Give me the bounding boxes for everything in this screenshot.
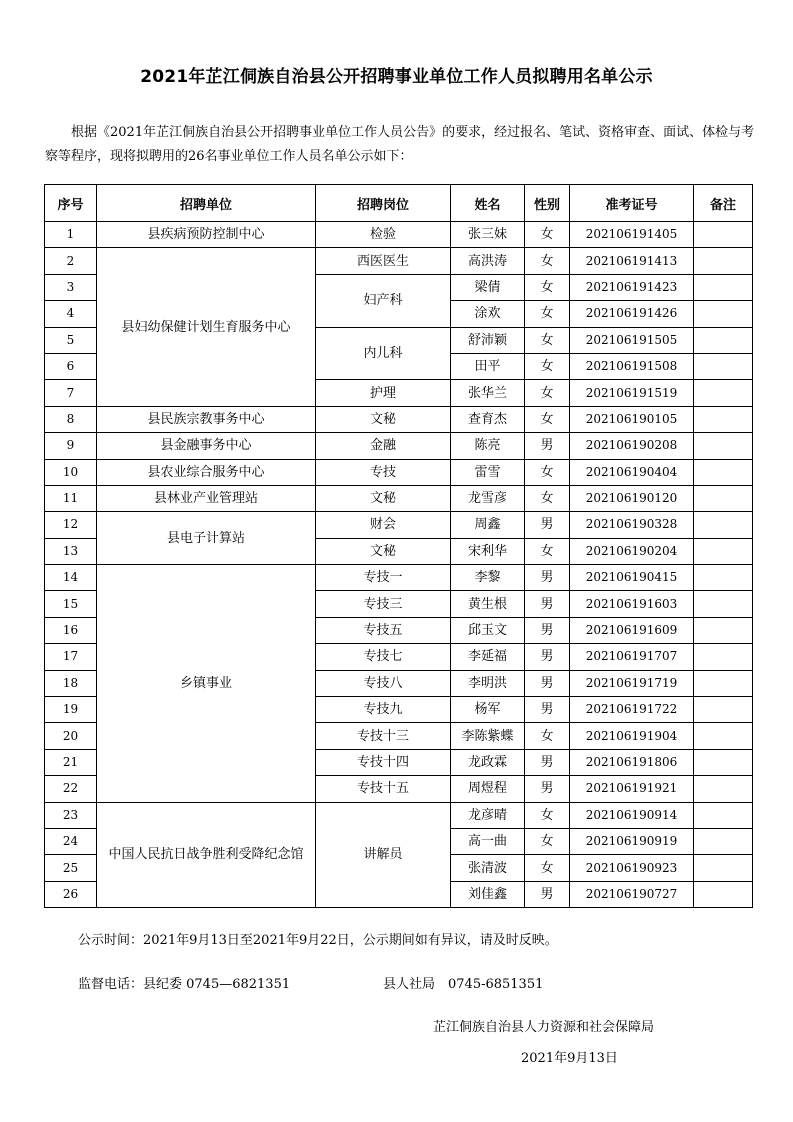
row-unit: 县疾病预防控制中心 [97, 222, 316, 248]
row-name: 宋利华 [451, 538, 525, 564]
issuing-authority: 芷江侗族自治县人力资源和社会保障局 [433, 1020, 655, 1035]
row-no: 3 [45, 274, 97, 300]
row-exam-id: 202106191413 [570, 248, 694, 274]
header-name: 姓名 [451, 185, 525, 222]
row-note [694, 380, 753, 406]
row-note [694, 591, 753, 617]
row-exam-id: 202106190105 [570, 406, 694, 432]
row-name: 李陈紫蝶 [451, 723, 525, 749]
row-exam-id: 202106190204 [570, 538, 694, 564]
row-post: 金融 [316, 433, 451, 459]
row-note [694, 855, 753, 881]
row-name: 黄生根 [451, 591, 525, 617]
row-no: 10 [45, 459, 97, 485]
row-no: 14 [45, 565, 97, 591]
row-name: 陈亮 [451, 433, 525, 459]
row-name: 涂欢 [451, 301, 525, 327]
header-exam-id: 准考证号 [570, 185, 694, 222]
intro-paragraph: 根据《2021年芷江侗族自治县公开招聘事业单位工作人员公告》的要求，经过报名、笔试、资格审查、面试、体检与考察等程序，现将拟聘用的26名事业单位工作人员名单公示如下： [45, 125, 755, 164]
row-name: 周鑫 [451, 512, 525, 538]
row-note [694, 406, 753, 432]
row-unit: 县农业综合服务中心 [97, 459, 316, 485]
row-post: 专技一 [316, 565, 451, 591]
row-post: 西医医生 [316, 248, 451, 274]
row-no: 15 [45, 591, 97, 617]
row-gender: 女 [525, 301, 570, 327]
row-note [694, 617, 753, 643]
row-post: 护理 [316, 380, 451, 406]
row-exam-id: 202106190923 [570, 855, 694, 881]
row-gender: 女 [525, 353, 570, 379]
row-post: 专技十五 [316, 776, 451, 802]
supervision-phone-hr: 县人社局 0745-6851351 [383, 977, 544, 992]
row-exam-id: 202106191426 [570, 301, 694, 327]
table-row [45, 512, 753, 538]
row-name: 邱玉文 [451, 617, 525, 643]
row-unit: 县林业产业管理站 [97, 485, 316, 511]
row-unit: 县电子计算站 [97, 512, 316, 565]
row-unit: 县金融事务中心 [97, 433, 316, 459]
row-exam-id: 202106191609 [570, 617, 694, 643]
row-note [694, 697, 753, 723]
row-exam-id: 202106190120 [570, 485, 694, 511]
header-unit: 招聘单位 [97, 185, 316, 222]
row-no: 16 [45, 617, 97, 643]
row-name: 梁倩 [451, 274, 525, 300]
row-note [694, 353, 753, 379]
row-gender: 女 [525, 828, 570, 854]
row-post: 专技五 [316, 617, 451, 643]
row-exam-id: 202106191519 [570, 380, 694, 406]
row-name: 田平 [451, 353, 525, 379]
row-note [694, 248, 753, 274]
row-note [694, 881, 753, 907]
row-exam-id: 202106191423 [570, 274, 694, 300]
row-exam-id: 202106191719 [570, 670, 694, 696]
row-name: 李延福 [451, 644, 525, 670]
row-exam-id: 202106190914 [570, 802, 694, 828]
row-no: 7 [45, 380, 97, 406]
row-exam-id: 202106191508 [570, 353, 694, 379]
row-name: 龙彦晴 [451, 802, 525, 828]
row-name: 李黎 [451, 565, 525, 591]
row-name: 周煜程 [451, 776, 525, 802]
row-no: 6 [45, 353, 97, 379]
row-gender: 男 [525, 617, 570, 643]
row-note [694, 274, 753, 300]
row-note [694, 644, 753, 670]
supervision-phone-discipline: 监督电话：县纪委 0745—6821351 [78, 977, 291, 992]
row-post: 讲解员 [316, 802, 451, 908]
row-gender: 男 [525, 512, 570, 538]
row-name: 雷雪 [451, 459, 525, 485]
row-unit: 县妇幼保健计划生育服务中心 [97, 248, 316, 406]
row-name: 张清波 [451, 855, 525, 881]
row-exam-id: 202106190919 [570, 828, 694, 854]
row-gender: 女 [525, 380, 570, 406]
row-exam-id: 202106190328 [570, 512, 694, 538]
table-row [45, 406, 753, 432]
row-note [694, 222, 753, 248]
row-no: 5 [45, 327, 97, 353]
row-no: 13 [45, 538, 97, 564]
row-post: 专技八 [316, 670, 451, 696]
row-exam-id: 202106191904 [570, 723, 694, 749]
row-note [694, 749, 753, 775]
table-row [45, 565, 753, 591]
hiring-roster-table [44, 184, 753, 908]
row-note [694, 670, 753, 696]
row-no: 21 [45, 749, 97, 775]
table-header-row [45, 185, 753, 222]
row-no: 23 [45, 802, 97, 828]
row-name: 查育杰 [451, 406, 525, 432]
row-name: 龙雪彦 [451, 485, 525, 511]
row-name: 杨军 [451, 697, 525, 723]
row-note [694, 301, 753, 327]
publicity-period-notice: 公示时间：2021年9月13日至2021年9月22日，公示期间如有异议，请及时反映。 [78, 933, 558, 948]
row-post: 检验 [316, 222, 451, 248]
row-name: 张三妹 [451, 222, 525, 248]
row-no: 26 [45, 881, 97, 907]
row-name: 高洪涛 [451, 248, 525, 274]
row-note [694, 802, 753, 828]
row-gender: 男 [525, 776, 570, 802]
row-gender: 男 [525, 644, 570, 670]
row-name: 龙政霖 [451, 749, 525, 775]
row-no: 1 [45, 222, 97, 248]
row-no: 22 [45, 776, 97, 802]
row-exam-id: 202106191707 [570, 644, 694, 670]
row-name: 刘佳鑫 [451, 881, 525, 907]
row-gender: 女 [525, 723, 570, 749]
row-name: 李明洪 [451, 670, 525, 696]
row-gender: 女 [525, 855, 570, 881]
row-post: 专技 [316, 459, 451, 485]
table-row [45, 433, 753, 459]
table-row [45, 222, 753, 248]
supervision-phones [78, 973, 778, 992]
row-no: 11 [45, 485, 97, 511]
row-post: 妇产科 [316, 274, 451, 327]
issue-date: 2021年9月13日 [521, 1051, 618, 1066]
row-no: 2 [45, 248, 97, 274]
row-gender: 男 [525, 591, 570, 617]
table-row [45, 459, 753, 485]
row-post: 专技九 [316, 697, 451, 723]
row-gender: 男 [525, 749, 570, 775]
row-post: 专技十三 [316, 723, 451, 749]
row-note [694, 433, 753, 459]
row-note [694, 776, 753, 802]
row-post: 专技十四 [316, 749, 451, 775]
row-gender: 女 [525, 406, 570, 432]
row-gender: 女 [525, 327, 570, 353]
row-no: 20 [45, 723, 97, 749]
document-title: 2021年芷江侗族自治县公开招聘事业单位工作人员拟聘用名单公示 [140, 67, 653, 87]
row-note [694, 538, 753, 564]
row-exam-id: 202106191405 [570, 222, 694, 248]
row-exam-id: 202106191722 [570, 697, 694, 723]
row-gender: 女 [525, 538, 570, 564]
row-unit: 县民族宗教事务中心 [97, 406, 316, 432]
row-post: 专技三 [316, 591, 451, 617]
row-exam-id: 202106191603 [570, 591, 694, 617]
row-post: 专技七 [316, 644, 451, 670]
row-name: 舒沛颖 [451, 327, 525, 353]
row-name: 高一曲 [451, 828, 525, 854]
row-gender: 男 [525, 433, 570, 459]
row-note [694, 459, 753, 485]
row-no: 24 [45, 828, 97, 854]
row-unit: 中国人民抗日战争胜利受降纪念馆 [97, 802, 316, 908]
row-note [694, 485, 753, 511]
row-gender: 女 [525, 485, 570, 511]
row-name: 张华兰 [451, 380, 525, 406]
row-no: 25 [45, 855, 97, 881]
row-note [694, 723, 753, 749]
header-gender: 性别 [525, 185, 570, 222]
row-gender: 女 [525, 802, 570, 828]
header-post: 招聘岗位 [316, 185, 451, 222]
row-note [694, 828, 753, 854]
row-note [694, 327, 753, 353]
row-no: 17 [45, 644, 97, 670]
row-post: 文秘 [316, 538, 451, 564]
header-no: 序号 [45, 185, 97, 222]
row-exam-id: 202106191921 [570, 776, 694, 802]
row-exam-id: 202106190208 [570, 433, 694, 459]
row-no: 12 [45, 512, 97, 538]
row-exam-id: 202106190415 [570, 565, 694, 591]
row-exam-id: 202106191806 [570, 749, 694, 775]
row-gender: 女 [525, 459, 570, 485]
row-exam-id: 202106190404 [570, 459, 694, 485]
table-row [45, 485, 753, 511]
row-no: 9 [45, 433, 97, 459]
row-post: 文秘 [316, 406, 451, 432]
row-unit: 乡镇事业 [97, 565, 316, 803]
row-gender: 女 [525, 222, 570, 248]
row-note [694, 565, 753, 591]
table-row [45, 802, 753, 828]
header-note: 备注 [694, 185, 753, 222]
row-note [694, 512, 753, 538]
row-no: 4 [45, 301, 97, 327]
row-gender: 男 [525, 565, 570, 591]
row-post: 财会 [316, 512, 451, 538]
row-exam-id: 202106190727 [570, 881, 694, 907]
row-gender: 男 [525, 670, 570, 696]
row-gender: 女 [525, 274, 570, 300]
row-post: 文秘 [316, 485, 451, 511]
row-post: 内儿科 [316, 327, 451, 380]
row-gender: 女 [525, 248, 570, 274]
row-no: 19 [45, 697, 97, 723]
table-row [45, 248, 753, 274]
row-no: 18 [45, 670, 97, 696]
row-gender: 男 [525, 697, 570, 723]
row-exam-id: 202106191505 [570, 327, 694, 353]
row-no: 8 [45, 406, 97, 432]
row-gender: 男 [525, 881, 570, 907]
